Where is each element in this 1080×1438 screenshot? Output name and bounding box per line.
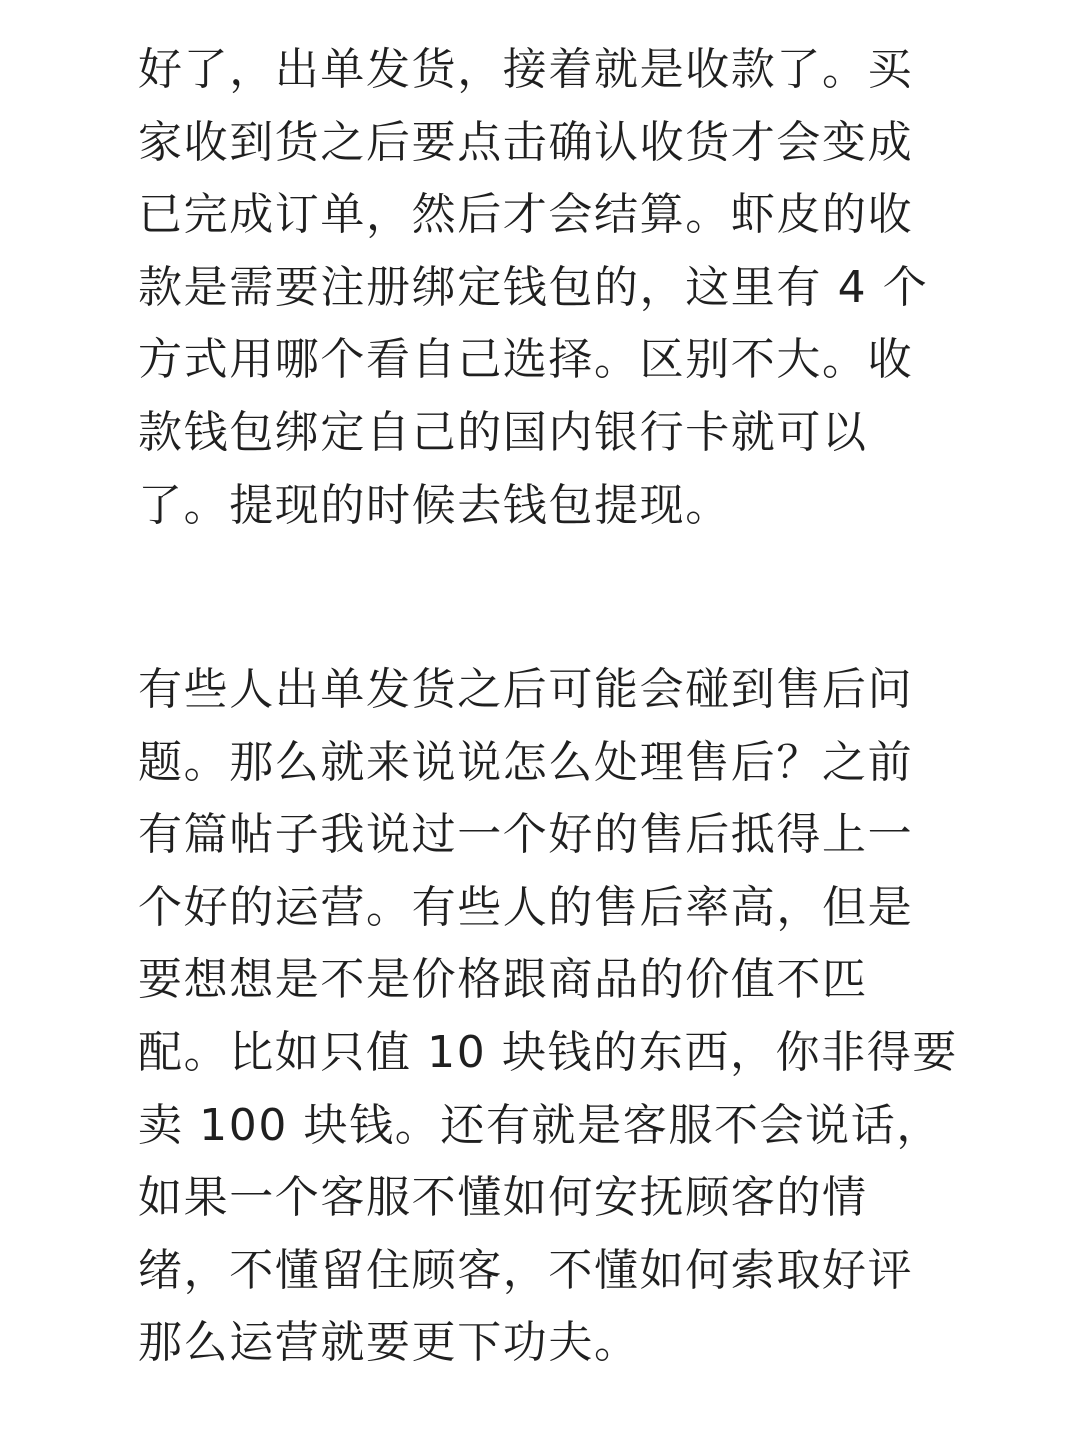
text-line: 好了，出单发货，接着就是收款了。买 [138,44,914,95]
text-line: 款是需要注册绑定钱包的，这里有 4 个 [138,261,929,313]
text-line: 有篇帖子我说过一个好的售后抵得上一 [138,809,914,861]
text-line: 方式用哪个看自己选择。区别不大。收 [138,334,914,386]
text-line: 家收到货之后要点击确认收货才会变成 [138,116,914,168]
text-line: 要想想是不是价格跟商品的价值不匹 [138,954,868,1006]
text-line: 了。提现的时候去钱包提现。 [138,479,731,531]
text-line: 绪，不懂留住顾客，不懂如何索取好评 [138,1244,914,1296]
text-line: 有些人出单发货之后可能会碰到售后问 [138,664,914,715]
text-line: 题。那么就来说说怎么处理售后？之前 [138,736,914,788]
text-line: 如果一个客服不懂如何安抚顾客的情 [138,1172,868,1224]
text-line: 那么运营就要更下功夫。 [138,1317,640,1369]
text-line: 已完成订单，然后才会结算。虾皮的收 [138,189,914,241]
text-line: 卖 100 块钱。还有就是客服不会说话， [138,1099,942,1151]
text-line: 款钱包绑定自己的国内银行卡就可以 [138,406,868,458]
paragraph-payment [138,34,948,542]
paragraph-after-sales [138,654,958,1380]
text-line: 个好的运营。有些人的售后率高，但是 [138,881,914,933]
text-line: 配。比如只值 10 块钱的东西，你非得要 [138,1026,958,1078]
